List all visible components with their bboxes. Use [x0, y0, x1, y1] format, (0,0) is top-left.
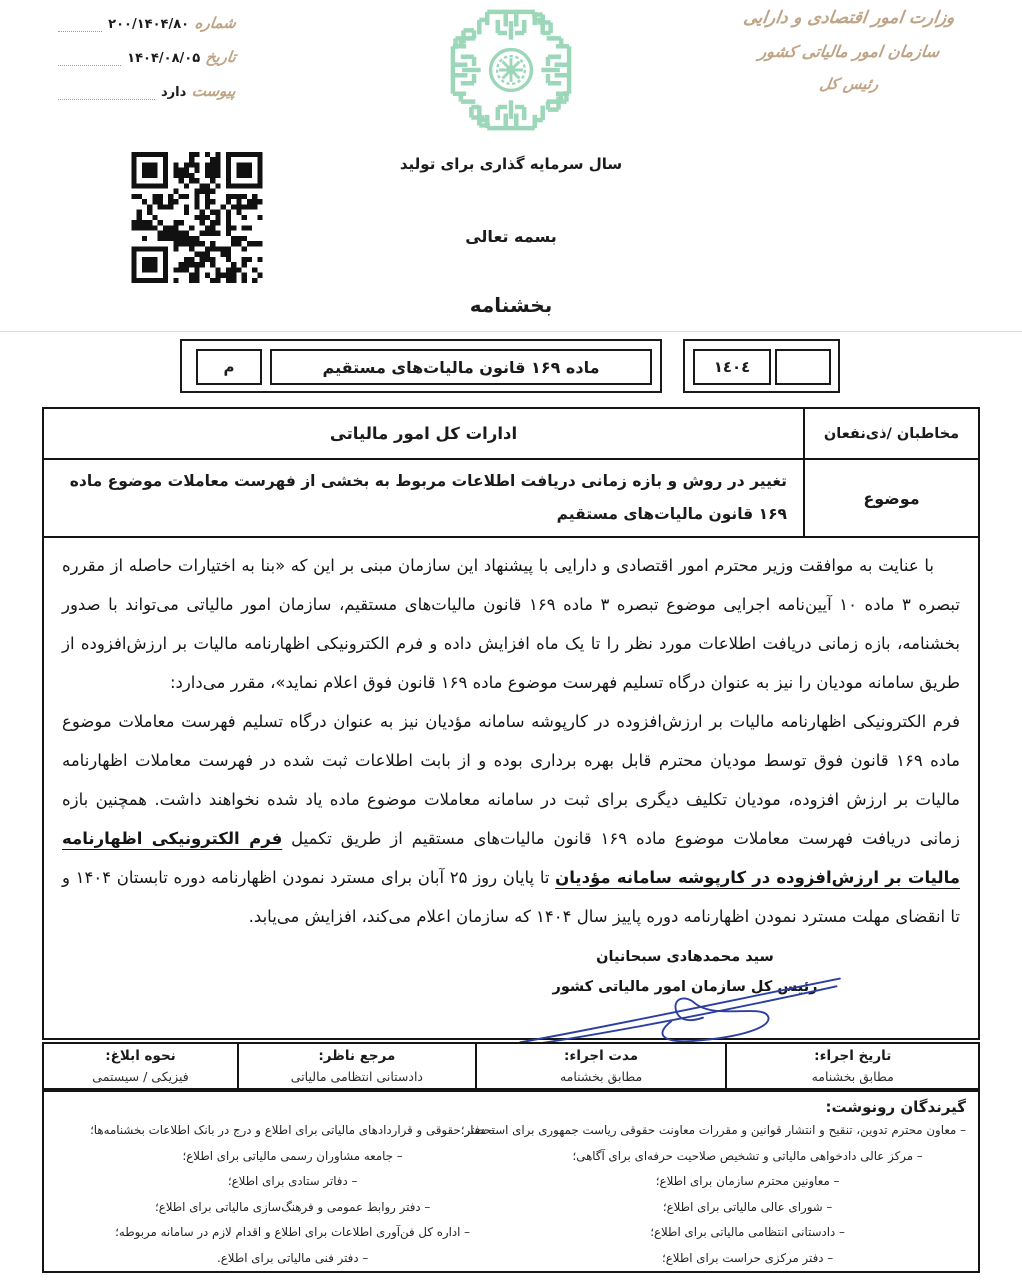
circular-body — [44, 538, 978, 1038]
ministry-name: وزارت امور اقتصادی و دارایی — [742, 8, 956, 28]
date-value: ۱۴۰۴/۰۸/۰۵ — [127, 51, 201, 66]
letterhead-titles — [704, 10, 994, 92]
number-label: شماره — [193, 14, 238, 32]
copy-recipients-box — [42, 1090, 980, 1273]
document-type-title: بخشنامه — [469, 293, 553, 317]
recipient-item: – دفاتر ستادی برای اطلاع؛ — [227, 1174, 358, 1188]
scan-artifact-line — [0, 331, 1022, 332]
body-paragraph-2 — [62, 702, 960, 936]
delivery-method-cell — [44, 1044, 237, 1088]
attachment-label: پیوست — [190, 82, 238, 100]
meta-number-row — [58, 14, 236, 32]
body-paragraph-1: با عنایت به موافقت وزیر محترم امور اقتصادی و دارایی با پیشنهاد این سازمان مبنی بر این که «بنا به اختیارات حاصله از مقرره تبصره ۳ ماده ۱۰ آیین‌نامه اجرایی موضوع تبصره ۳ ماده ۱۶۹ قانون مالیات‌های مستقیم، سازمان امور مالیاتی می‌تواند با صدور بخشنامه، بازه زمانی دریافت اطلاعات مورد نظر را تا یک ماه افزایش داده و فرم الکترونیکی اظهارنامه مالیات بر ارزش‌افزوده از طریق سامانه مودیان را نیز به عنوان درگاه تسلیم فهرست موضوع ماده ۱۶۹ قانون فوق اعلام نماید»، مقرر می‌دارد: — [62, 556, 960, 692]
body-paragraph-2-emphasis: فرم الکترونیکی اظهارنامه مالیات بر ارزش‌افزوده در کارپوشه سامانه مؤدیان — [62, 829, 960, 887]
dotted-line — [58, 53, 121, 66]
supervising-authority-cell — [237, 1044, 475, 1088]
recipient-item: – معاونین محترم سازمان برای اطلاع؛ — [655, 1174, 840, 1188]
supervising-authority-label: مرجع ناظر: — [318, 1047, 396, 1064]
date-label: تاریخ — [204, 48, 238, 66]
execution-date-cell — [725, 1044, 978, 1088]
recipient-item: – معاون محترم تدوین، تنقیح و انتشار قوانین و مقررات معاونت حقوقی ریاست جمهوری برای استحضار؛ — [460, 1123, 966, 1137]
supervising-authority-value: دادستانی انتظامی مالیاتی — [290, 1068, 423, 1084]
meta-attachment-row — [58, 82, 236, 100]
recipient-item: – جامعه مشاوران رسمی مالیاتی برای اطلاع؛ — [182, 1148, 403, 1163]
dotted-line — [58, 19, 102, 32]
office-name: رئیس کل — [818, 75, 880, 93]
copy-recipients-right-column — [460, 1118, 966, 1271]
document-meta — [58, 14, 236, 100]
attachment-value: دارد — [160, 85, 187, 100]
execution-duration-cell — [475, 1044, 726, 1088]
classification-year-box: ١٤٠٤ — [693, 349, 771, 385]
audience-label: مخاطبان /ذی‌نفعان — [803, 409, 978, 458]
recipient-item: – دفتر فنی مالیاتی برای اطلاع. — [217, 1250, 369, 1265]
number-value: ۲۰۰/۱۴۰۴/۸۰ — [108, 17, 190, 32]
recipient-item: – شورای عالی مالیاتی برای اطلاع؛ — [662, 1199, 833, 1214]
bismillah: بسمه تعالی — [465, 227, 557, 246]
copy-recipients-left-column — [56, 1118, 529, 1271]
organization-name: سازمان امور مالیاتی کشور — [757, 42, 941, 61]
meta-date-row — [58, 48, 236, 66]
audience-value: ادارات کل امور مالیاتی — [329, 424, 518, 443]
recipient-item: – دفتر مرکزی حراست برای اطلاع؛ — [662, 1250, 834, 1265]
signer-title: رئیس کل سازمان امور مالیاتی کشور — [552, 979, 818, 995]
classification-subject-box: ماده ۱۶۹ قانون مالیات‌های مستقیم — [270, 349, 652, 385]
body-paragraph-2-post: تا پایان روز ۲۵ آبان برای مسترد نمودن اظهارنامه دوره تابستان ۱۴۰۴ و تا انقضای مهلت مسترد نمودن اظهارنامه دوره پاییز سال ۱۴۰۴ که سازمان اعلام می‌کند، افزایش می‌یابد. — [62, 868, 960, 926]
classification-code-box: م — [196, 349, 262, 385]
dotted-line — [58, 87, 155, 100]
recipient-item: – اداره کل فن‌آوری اطلاعات برای اطلاع و اقدام لازم در سامانه مربوطه؛ — [115, 1225, 471, 1239]
copy-recipients-header: گیرندگان رونوشت: — [825, 1098, 966, 1116]
signer-name: سید محمدهادی سبحانیان — [596, 949, 774, 965]
execution-date-label: تاریخ اجراء: — [814, 1047, 892, 1064]
recipient-item: – مرکز عالی دادخواهی مالیاتی و تشخیص صلاحیت حرفه‌ای برای آگاهی؛ — [572, 1148, 923, 1163]
subject-label: موضوع — [803, 460, 978, 536]
classification-empty-box — [775, 349, 831, 385]
execution-info-table — [42, 1042, 980, 1090]
main-content-box — [42, 407, 980, 1040]
audience-row — [44, 409, 978, 460]
delivery-method-value: فیزیکی / سیستمی — [92, 1068, 189, 1084]
execution-duration-label: مدت اجراء: — [564, 1047, 639, 1064]
year-slogan: سال سرمایه گذاری برای تولید — [399, 155, 623, 173]
recipient-item: – دفتر حقوقی و قراردادهای مالیاتی برای اطلاع و درج در بانک اطلاعات بخشنامه‌ها؛ — [90, 1123, 496, 1137]
body-paragraph-2-pre: فرم الکترونیکی اظهارنامه مالیات بر ارزش‌افزوده در کارپوشه سامانه مؤدیان نیز به عنوان درگاه تسلیم فهرست معاملات موضوع ماده ۱۶۹ قانون فوق توسط مودیان محترم قابل بهره برداری بوده و از بابت اطلاعات ثبت شده در فهرست معاملات اظهارنامه مالیات بر ارزش افزوده، مودیان تکلیف دیگری برای ثبت در سامانه معاملات موضوع ماده یاد شده نخواهند داشت. همچنین بازه زمانی دریافت فهرست معاملات موضوع ماده ۱۶۹ قانون مالیات‌های مستقیم از طریق تکمیل — [62, 712, 960, 848]
subject-value: تغییر در روش و بازه زمانی دریافت اطلاعات مربوط به بخشی از فهرست معاملات موضوع ماده ۱۶۹ قانون مالیات‌های مستقیم — [69, 472, 787, 523]
tax-administration-logo-icon — [428, 4, 594, 136]
recipient-item: – دفتر روابط عمومی و فرهنگ‌سازی مالیاتی برای اطلاع؛ — [154, 1199, 431, 1214]
copy-recipients-columns — [56, 1118, 966, 1271]
classification-right-group — [683, 339, 840, 393]
recipient-item: – دادستانی انتظامی مالیاتی برای اطلاع؛ — [650, 1225, 845, 1239]
subject-row — [44, 460, 978, 538]
signature-block — [530, 942, 840, 1002]
execution-duration-value: مطابق بخشنامه — [559, 1068, 643, 1084]
classification-left-group — [180, 339, 662, 393]
delivery-method-label: نحوه ابلاغ: — [105, 1047, 176, 1064]
execution-date-value: مطابق بخشنامه — [811, 1068, 894, 1084]
